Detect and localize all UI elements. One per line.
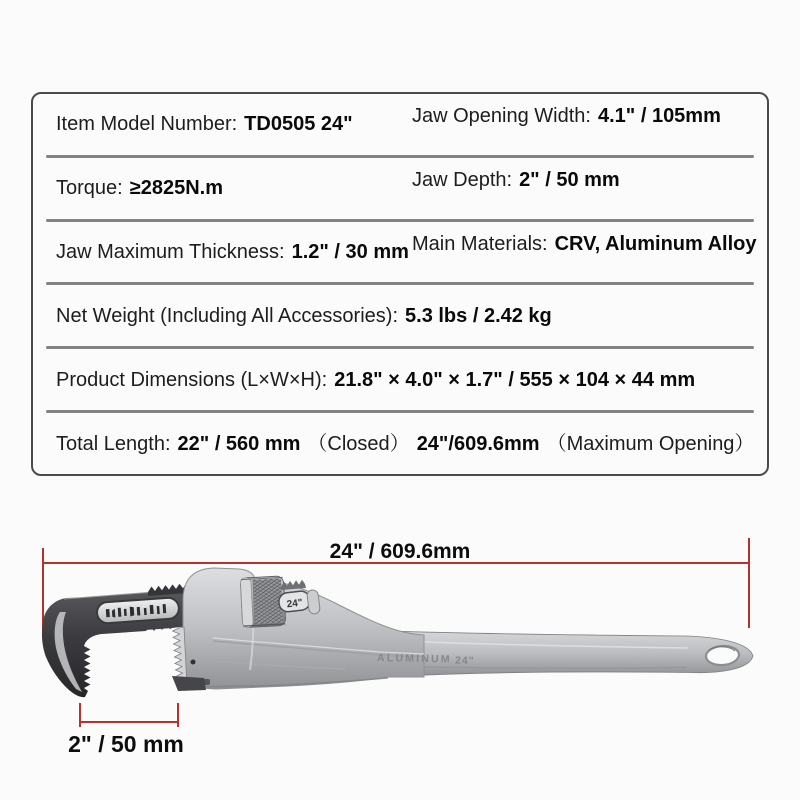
spec-cell-torque <box>56 176 223 200</box>
jaw-depth-dimension-label: 2" / 50 mm <box>68 731 184 757</box>
handle-engraving-text: ALUMINUM <box>376 652 452 666</box>
jaw-depth-dimension <box>80 703 178 727</box>
spec-value: 4.1" / 105mm <box>597 105 721 128</box>
spec-value: ≥2825N.m <box>129 177 223 200</box>
head-stamp-panel <box>278 590 311 613</box>
spec-row-product-dimensions <box>33 349 767 410</box>
spec-label: Item Model Number: <box>56 113 238 136</box>
wrench-illustration <box>42 568 753 697</box>
wrench-diagram <box>0 520 800 800</box>
pivot-pin <box>191 660 196 665</box>
handle-size-text: 24" <box>454 654 475 668</box>
spec-row-model <box>33 94 767 155</box>
spec-row-net-weight <box>33 285 767 346</box>
spec-value: 21.8" × 4.0" × 1.7" / 555 × 104 × 44 mm <box>334 368 696 391</box>
spec-cell-jaw-thickness <box>56 240 409 264</box>
spec-table <box>31 92 769 476</box>
spec-label: Jaw Depth: <box>412 169 513 192</box>
spec-value: 5.3 lbs / 2.42 kg <box>405 304 552 327</box>
jaw-rack-right <box>278 580 321 615</box>
spec-label: Main Materials: <box>412 233 548 256</box>
spec-value: 24"/609.6mm <box>416 432 540 455</box>
spec-label: Jaw Maximum Thickness: <box>56 241 285 264</box>
total-length-dimension-label: 24" / 609.6mm <box>329 540 471 563</box>
spec-cell-jaw-opening-width <box>412 104 721 128</box>
spec-label: Jaw Opening Width: <box>412 105 591 128</box>
spec-cell-net-weight <box>56 304 552 328</box>
heel-jaw-base <box>172 676 206 691</box>
spec-note: （Closed） <box>307 432 410 455</box>
spec-value: 2" / 50 mm <box>519 169 620 192</box>
jaw-stamp-panel <box>96 597 179 624</box>
spec-label: Torque: <box>56 177 123 200</box>
spec-note: （Maximum Opening） <box>546 432 755 455</box>
spec-cell-total-length <box>56 432 754 456</box>
spec-cell-item-model <box>56 112 353 136</box>
spec-label: Total Length: <box>56 432 171 455</box>
head-stamp-text: 24" <box>286 597 304 611</box>
spec-label: Net Weight (Including All Accessories): <box>56 304 399 327</box>
spec-cell-product-dimensions <box>56 368 695 392</box>
spec-label: Product Dimensions (L×W×H): <box>56 368 328 391</box>
spec-cell-main-materials <box>412 232 757 256</box>
spec-row-torque <box>33 158 767 219</box>
spec-value: TD0505 24" <box>244 113 353 136</box>
spec-row-thickness-materials <box>33 222 767 283</box>
spec-value: 1.2" / 30 mm <box>291 241 409 264</box>
spec-cell-jaw-depth <box>412 168 620 192</box>
spec-value: CRV, Aluminum Alloy <box>554 233 757 256</box>
spec-value: 22" / 560 mm <box>177 432 301 455</box>
spec-row-total-length <box>33 413 767 474</box>
